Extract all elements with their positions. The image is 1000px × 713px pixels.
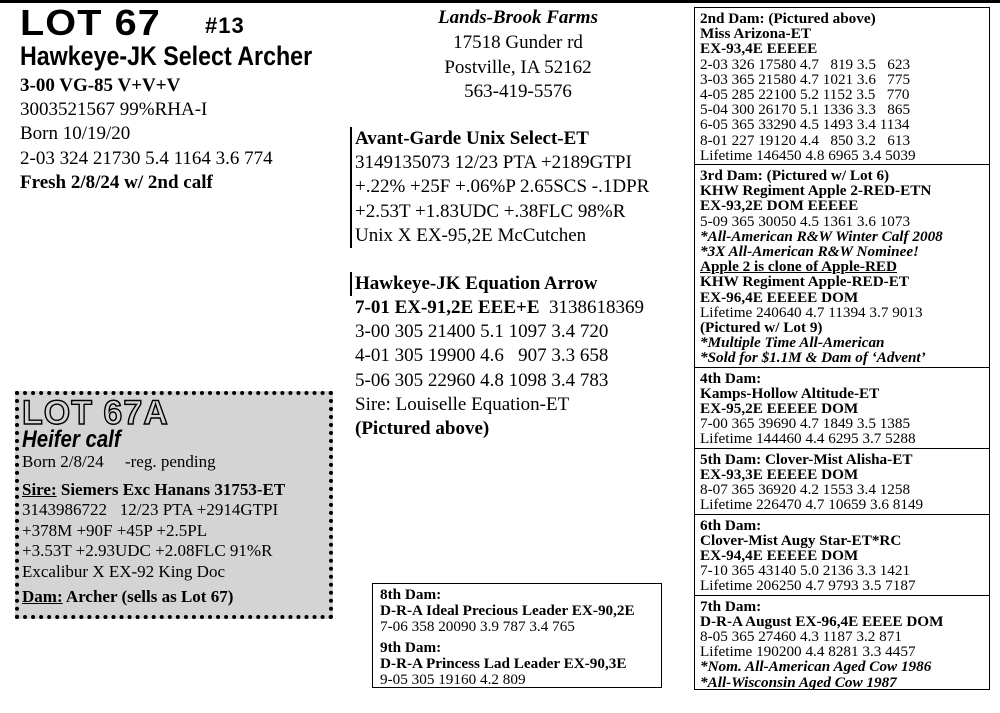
dam3-note-1: *All-American R&W Winter Calf 2008 — [700, 227, 943, 245]
mgs-score: 7-01 EX-91,2E EEE+E — [355, 297, 540, 318]
sire-name: Avant-Garde Unix Select-ET — [355, 128, 589, 149]
registration-line: 3003521567 99%RHA-I — [20, 99, 208, 121]
dam8-record: 7-06 358 20090 3.9 787 3.4 765 — [380, 618, 575, 636]
dam3b-score: EX-96,4E EEEEE DOM — [700, 288, 859, 306]
mgs-name: Hawkeye-JK Equation Arrow — [355, 273, 598, 294]
mgs-record-3: 5-06 305 22960 4.8 1098 3.4 783 — [355, 369, 609, 391]
dam2-record: 2-03 326 17580 4.7 819 3.5 623 — [700, 55, 911, 73]
dam2-record: 5-04 300 26170 5.1 1336 3.3 865 — [700, 101, 911, 119]
dam3-name: KHW Regiment Apple 2-RED-ETN — [700, 182, 932, 200]
mgs-sire: Sire: Louiselle Equation-ET — [355, 393, 570, 415]
dam2-title: 2nd Dam: (Pictured above) — [700, 10, 876, 27]
classification-line: 3-00 VG-85 V+V+V — [20, 75, 181, 96]
dam3-record: 5-09 365 30050 4.5 1361 3.6 1073 — [700, 212, 911, 230]
farm-info — [370, 6, 666, 105]
dam7-note-2: *All-Wisconsin Aged Cow 1987 — [700, 673, 897, 691]
dam4-record: 7-00 365 39690 4.7 1849 3.5 1385 — [700, 415, 911, 433]
heifer-born: Born 2/8/24 -reg. pending — [22, 452, 216, 471]
dam2-name: Miss Arizona-ET — [700, 25, 811, 43]
heifer-sire-label: Sire: — [22, 479, 57, 499]
dam4-name: Kamps-Hollow Altitude-ET — [700, 384, 880, 402]
mgs-record-2: 4-01 305 19900 4.6 907 3.3 658 — [355, 345, 609, 367]
fresh-line: Fresh 2/8/24 w/ 2nd calf — [20, 171, 213, 193]
sire-line-3: +2.53T +1.83UDC +.38FLC 98%R — [355, 200, 626, 222]
sire-line-4: Unix X EX-95,2E McCutchen — [355, 224, 587, 246]
dam5-title: 5th Dam: Clover-Mist Alisha-ET — [700, 450, 913, 468]
dam2-record: 4-05 285 22100 5.2 1152 3.5 770 — [700, 86, 910, 104]
dam8-title: 8th Dam: — [380, 586, 442, 603]
pedigree — [700, 11, 990, 690]
lot-number: #13 — [205, 13, 245, 38]
dam2-record: 3-03 365 21580 4.7 1021 3.6 775 — [700, 70, 911, 88]
animal-info — [20, 74, 273, 195]
mgs-block — [350, 272, 597, 296]
sire-line-2: +.22% +25F +.06%P 2.65SCS -.1DPR — [355, 176, 650, 198]
farm-address-1: 17518 Gunder rd — [453, 31, 583, 53]
mgs-reg: 3138618369 — [539, 297, 644, 318]
farm-name: Lands-Brook Farms — [438, 7, 598, 28]
dam5-score: EX-93,3E EEEEE DOM — [700, 465, 859, 483]
dam2-record: 6-05 365 33290 4.5 1493 3.4 1134 — [700, 116, 910, 134]
heifer-sire-line-1: 3143986722 12/23 PTA +2914GTPI — [22, 500, 279, 519]
sire-line-1: 3149135073 12/23 PTA +2189GTPI — [355, 152, 632, 174]
dam6-lifetime: Lifetime 206250 4.7 9793 3.5 7187 — [700, 577, 916, 595]
dam5-lifetime: Lifetime 226470 4.7 10659 3.6 8149 — [700, 496, 924, 514]
dam4-score: EX-95,2E EEEEE DOM — [700, 400, 859, 418]
farm-address-2: Postville, IA 52162 — [444, 56, 592, 78]
mgs-details — [350, 296, 644, 441]
dam5-record: 8-07 365 36920 4.2 1553 3.4 1258 — [700, 481, 911, 499]
divider — [694, 595, 990, 596]
dam8-name: D-R-A Ideal Precious Leader EX-90,2E — [380, 602, 635, 620]
heifer-lot-title: LOT 67A — [22, 394, 169, 432]
dam3-score: EX-93,2E DOM EEEEE — [700, 197, 859, 215]
dam3-note-2: *3X All-American R&W Nominee! — [700, 243, 919, 261]
record-line: 2-03 324 21730 5.4 1164 3.6 774 — [20, 147, 273, 169]
dam3-clone-note: Apple 2 is clone of Apple-RED — [700, 258, 898, 276]
divider — [694, 514, 990, 515]
heifer-subtitle: Heifer calf — [22, 426, 121, 453]
mgs-pictured: (Pictured above) — [355, 418, 490, 440]
dam2-lifetime: Lifetime 146450 4.8 6965 3.4 5039 — [700, 146, 916, 164]
dam6-title: 6th Dam: — [700, 516, 762, 534]
dam4-title: 4th Dam: — [700, 369, 762, 387]
dam7-lifetime: Lifetime 190200 4.4 8281 3.3 4457 — [700, 643, 916, 661]
dam6-score: EX-94,4E EEEEE DOM — [700, 546, 859, 564]
dam2-score: EX-93,4E EEEEE — [700, 40, 818, 58]
dam3b-name: KHW Regiment Apple-RED-ET — [700, 273, 909, 291]
dam9-name: D-R-A Princess Lad Leader EX-90,3E — [380, 654, 627, 672]
heifer-sire-line-3: +3.53T +2.93UDC +2.08FLC 91%R — [22, 541, 273, 560]
dam3b-pictured: (Pictured w/ Lot 9) — [700, 319, 823, 337]
heifer-dam-label: Dam: — [22, 587, 63, 606]
dam7-note-1: *Nom. All-American Aged Cow 1986 — [700, 658, 932, 676]
heifer-info — [22, 452, 285, 608]
farm-phone: 563-419-5576 — [464, 81, 572, 103]
animal-name: Hawkeye-JK Select Archer — [20, 41, 313, 71]
dam6-name: Clover-Mist Augy Star-ET*RC — [700, 531, 902, 549]
dam9-record: 9-05 305 19160 4.2 809 — [380, 671, 526, 689]
sire-block — [350, 127, 649, 248]
dam7-record: 8-05 365 27460 4.3 1187 3.2 871 — [700, 627, 902, 645]
dam6-record: 7-10 365 43140 5.0 2136 3.3 1421 — [700, 562, 911, 580]
divider — [694, 448, 990, 449]
dam3b-lifetime: Lifetime 240640 4.7 11394 3.7 9013 — [700, 303, 923, 321]
divider — [694, 164, 990, 165]
lot-title: LOT 67 — [20, 2, 161, 43]
dam9-title: 9th Dam: — [380, 638, 442, 656]
dam2-record: 8-01 227 19120 4.4 850 3.2 613 — [700, 131, 911, 149]
lower-dams — [380, 587, 635, 688]
heifer-dam-text: Archer (sells as Lot 67) — [62, 587, 234, 606]
mgs-record-1: 3-00 305 21400 5.1 1097 3.4 720 — [355, 321, 609, 343]
heifer-sire-name: Siemers Exc Hanans 31753-ET — [56, 479, 286, 499]
divider — [694, 367, 990, 368]
dam3-title: 3rd Dam: (Pictured w/ Lot 6) — [700, 167, 890, 185]
dam7-title: 7th Dam: — [700, 597, 762, 615]
dam4-lifetime: Lifetime 144460 4.4 6295 3.7 5288 — [700, 430, 916, 448]
dam3b-note-1: *Multiple Time All-American — [700, 334, 885, 352]
heifer-sire-line-2: +378M +90F +45P +2.5PL — [22, 520, 208, 540]
heifer-sire-line-4: Excalibur X EX-92 King Doc — [22, 561, 226, 581]
birth-date-line: Born 10/19/20 — [20, 123, 131, 145]
dam3b-note-2: *Sold for $1.1M & Dam of ‘Advent’ — [700, 349, 926, 367]
dam7-name: D-R-A August EX-96,4E EEEE DOM — [700, 612, 944, 630]
